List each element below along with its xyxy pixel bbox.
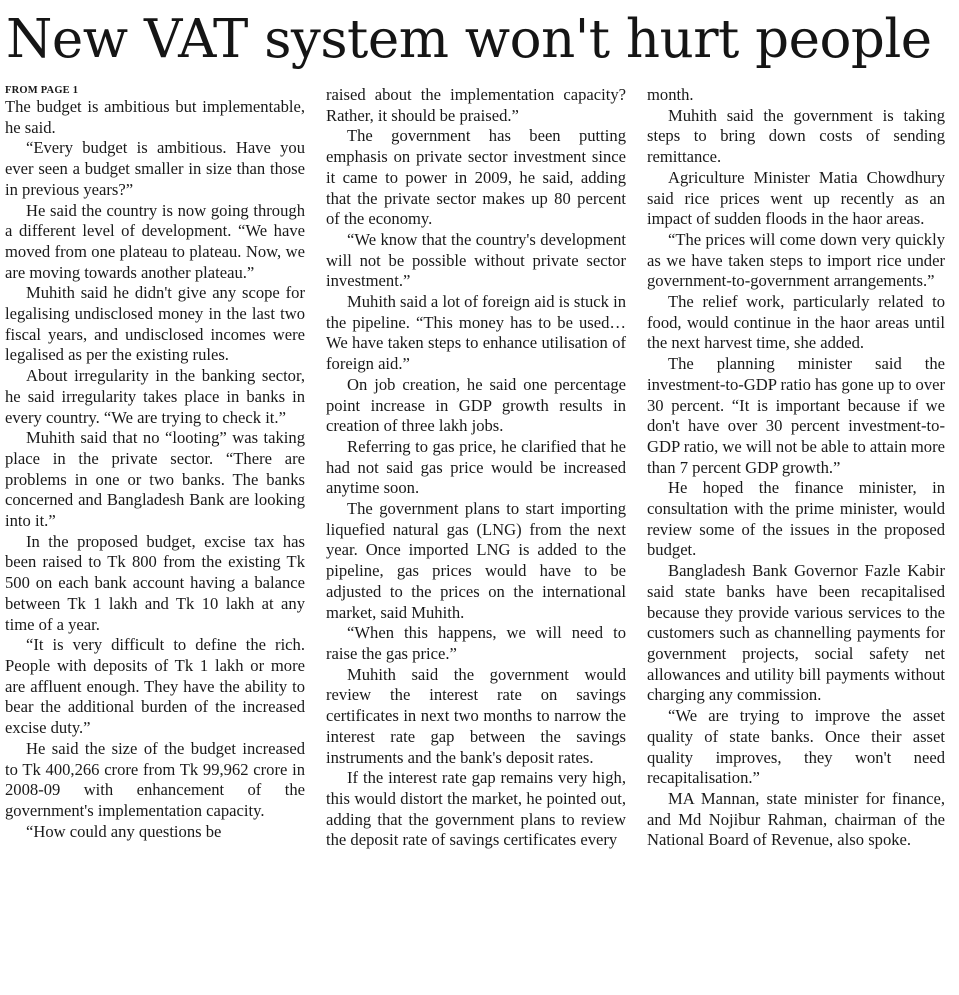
paragraph: The government has been putting emphasis on private sector investment since it came to power in 2009, he said, adding that the private sector makes up 80 percent of the economy. <box>326 126 626 229</box>
paragraph: “We are trying to improve the asset quality of state banks. Once their asset quality improves, they won't need recapitalisation.” <box>647 706 945 788</box>
paragraph: raised about the implementation capacity? Rather, it should be praised.” <box>326 85 626 125</box>
paragraph: The relief work, particularly related to food, would continue in the haor areas until the next harvest time, she added. <box>647 292 945 353</box>
paragraph: Muhith said a lot of foreign aid is stuck in the pipeline. “This money has to be used… We have taken steps to enhance utilisation of foreign aid.” <box>326 292 626 374</box>
paragraph: He said the size of the budget increased to Tk 400,266 crore from Tk 99,962 crore in 2008-09 with enhancement of the government's implementation capacity. <box>5 738 305 820</box>
paragraph: Bangladesh Bank Governor Fazle Kabir said state banks have been recapitalised because they provide various services to the customers such as channelling payments for government projects, social safety net allowances and utility bill payments without charging any commission. <box>647 561 945 705</box>
paragraph: Muhith said the government is taking steps to bring down costs of sending remittance. <box>647 105 945 167</box>
paragraph: In the proposed budget, excise tax has been raised to Tk 800 from the existing Tk 500 on each bank account having a balance between Tk 1 lakh and Tk 10 lakh at any time of a year. <box>5 531 305 634</box>
paragraph: “It is very difficult to define the rich. People with deposits of Tk 1 lakh or more are affluent enough. They have the ability to bear the additional burden of the increased excise duty.” <box>5 635 305 738</box>
paragraph: “The prices will come down very quickly as we have taken steps to import rice under government-to-government arrangements.” <box>647 229 945 291</box>
headline: New VAT system won't hurt people <box>6 9 932 70</box>
paragraph: About irregularity in the banking sector, he said irregularity takes place in banks in every country. “We are trying to check it.” <box>5 366 305 427</box>
paragraph: “How could any questions be <box>26 821 222 841</box>
article-column-3 <box>647 85 945 851</box>
paragraph: Agriculture Minister Matia Chowdhury said rice prices went up recently as an impact of sudden floods in the haor areas. <box>647 167 945 229</box>
paragraph: If the interest rate gap remains very high, this would distort the market, he pointed out, adding that the government plans to review the deposit rate of savings certificates every <box>326 768 626 850</box>
paragraph: Referring to gas price, he clarified that he had not said gas price would be increased anytime soon. <box>326 436 626 498</box>
paragraph: The budget is ambitious but implementable, he said. <box>5 97 305 137</box>
paragraph: MA Mannan, state minister for finance, and Md Nojibur Rahman, chairman of the National Board of Revenue, also spoke. <box>647 788 945 850</box>
article-column-2 <box>326 85 626 851</box>
paragraph: On job creation, he said one percentage point increase in GDP growth results in creation of three lakh jobs. <box>326 374 626 436</box>
article-column-1 <box>5 84 305 842</box>
paragraph: He hoped the finance minister, in consultation with the prime minister, would review some of the issues in the proposed budget. <box>647 478 945 560</box>
paragraph: “We know that the country's development will not be possible without private sector investment.” <box>326 229 626 291</box>
paragraph: The government plans to start importing liquefied natural gas (LNG) from the next year. Once imported LNG is added to the pipeline, gas prices would have to be adjusted to the prices on the international market, said Muhith. <box>326 499 626 622</box>
paragraph: The planning minister said the investment-to-GDP ratio has gone up to over 30 percent. “It is important because if we don't have over 30 percent investment-to-GDP ratio, we will not be able to attain more than 7 percent GDP growth.” <box>647 354 946 477</box>
paragraph: month. <box>647 85 694 104</box>
paragraph: Muhith said the government would review the interest rate on savings certificates in next two months to narrow the interest rate gap between the savings instruments and the bank's deposit rates. <box>326 664 626 767</box>
paragraph: Muhith said that no “looting” was taking place in the private sector. “There are problems in one or two banks. The banks concerned and Bangladesh Bank are looking into it.” <box>5 428 305 531</box>
paragraph: “When this happens, we will need to raise the gas price.” <box>326 623 626 663</box>
continuation-kicker: FROM PAGE 1 <box>5 85 79 96</box>
paragraph: He said the country is now going through a different level of development. “We have moved from one plateau to plateau. Now, we are moving towards another plateau.” <box>5 200 305 282</box>
paragraph: “Every budget is ambitious. Have you ever seen a budget smaller in size than those in previous years?” <box>5 138 305 199</box>
paragraph: Muhith said he didn't give any scope for legalising undisclosed money in the last two fiscal years, and undisclosed incomes were legalised as per the existing rules. <box>5 283 305 365</box>
